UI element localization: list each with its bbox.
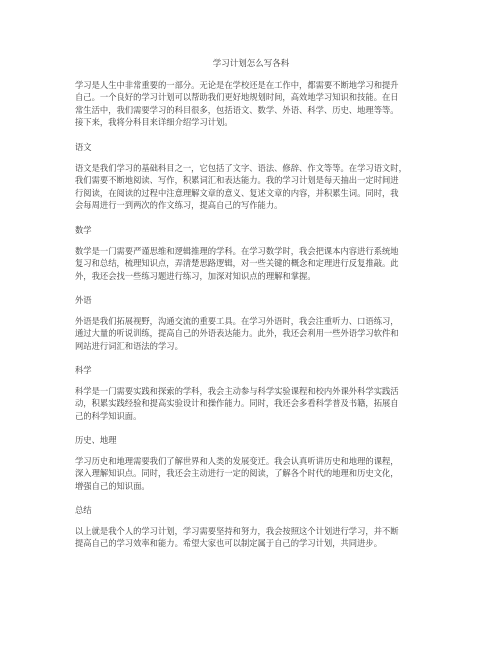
- paragraph-line: 以上就是我个人的学习计划，学习需要坚持和努力，我会按照这个计划进行学习，并不断: [75, 526, 399, 536]
- section-paragraph-chinese: [75, 162, 407, 211]
- section-paragraph-summary: [75, 525, 399, 550]
- paragraph-line: 学习历史和地理需要我们了解世界和人类的发展变迁。我会认真听讲历史和地理的课程，: [75, 456, 399, 466]
- section-heading-foreign-language: 外语: [75, 295, 92, 305]
- section-heading-summary: 总结: [75, 505, 92, 515]
- paragraph-line: 网站进行词汇和语法的学习。: [75, 340, 183, 351]
- paragraph-line: 动，积累实践经验和提高实验设计和操作能力。同时，我还会多看科学普及书籍，拓展自: [75, 398, 399, 409]
- section-paragraph-science: [75, 385, 399, 422]
- intro-paragraph: [75, 79, 399, 128]
- intro-line: 学习是人生中非常重要的一部分。无论是在学校还是在工作中，都需要不断地学习和提升: [75, 80, 399, 90]
- paragraph-line: 我们需要不断地阅读、写作，积累词汇和表达能力。我的学习计划是每天抽出一定时间进: [75, 175, 399, 186]
- paragraph-line: 增强自己的知识面。: [75, 480, 150, 491]
- section-heading-math: 数学: [75, 225, 92, 235]
- section-heading-history-geography: 历史、地理: [75, 435, 117, 445]
- paragraph-line: 会每周进行一到两次的作文练习，提高自己的写作能力。: [75, 199, 283, 210]
- paragraph-line: 外，我还会找一些练习题进行练习，加深对知识点的理解和掌握。: [75, 270, 316, 281]
- section-paragraph-history-geography: [75, 455, 399, 492]
- section-heading-science: 科学: [75, 365, 92, 375]
- paragraph-line: 语文是我们学习的基础科目之一，它包括了文字、语法、修辞、作文等等。在学习语文时，: [75, 163, 407, 173]
- paragraph-line: 深入理解知识点。同时，我还会主动进行一定的阅读，了解各个时代的地理和历史文化，: [75, 468, 399, 479]
- paragraph-line: 数学是一门需要严谨思维和逻辑推理的学科。在学习数学时，我会把课本内容进行系统地: [75, 246, 399, 256]
- paragraph-line: 复习和总结，梳理知识点，弄清楚思路逻辑，对一些关键的概念和定理进行反复推敲。此: [75, 258, 399, 269]
- intro-line: 接下来，我将分科目来详细介绍学习计划。: [75, 116, 233, 127]
- paragraph-line: 提高自己的学习效率和能力。希望大家也可以制定属于自己的学习计划，共同进步。: [75, 538, 382, 549]
- intro-line: 常生活中，我们需要学习的科目很多，包括语文、数学、外语、科学、历史、地理等等。: [75, 104, 399, 115]
- paragraph-line: 科学是一门需要实践和探索的学科，我会主动参与科学实验课程和校内外课外科学实践活: [75, 386, 399, 396]
- paragraph-line: 己的科学知识面。: [75, 410, 142, 421]
- section-paragraph-math: [75, 245, 399, 282]
- intro-line: 自己。一个良好的学习计划可以帮助我们更好地规划时间，高效地学习知识和技能。在日: [75, 92, 399, 103]
- document-title: 学习计划怎么写各科: [212, 59, 290, 69]
- paragraph-line: 行阅读，在阅读的过程中注意理解文章的意义、复述文章的内容，并积累生词。同时，我: [75, 187, 399, 198]
- section-heading-chinese: 语文: [75, 142, 92, 152]
- section-paragraph-foreign-language: [75, 315, 399, 352]
- paragraph-line: 通过大量的听说训练，提高自己的外语表达能力。此外，我还会利用一些外语学习软件和: [75, 328, 399, 339]
- paragraph-line: 外语是我们拓展视野，沟通交流的重要工具。在学习外语时，我会注重听力、口语练习，: [75, 316, 399, 326]
